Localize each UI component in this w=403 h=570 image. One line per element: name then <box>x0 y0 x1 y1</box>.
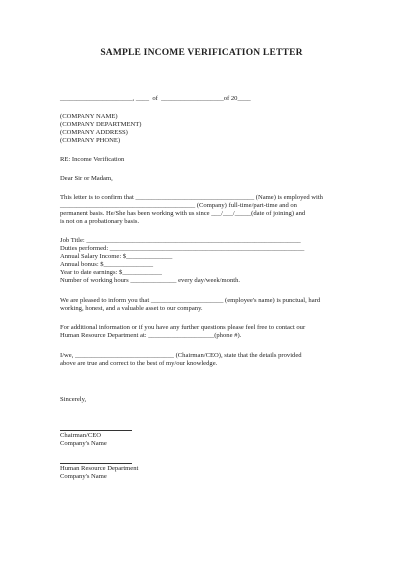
certify-line-1: I/we, ______________________________ (Chairman/CEO), state that the details provided <box>60 352 302 359</box>
job-title-line: Job Title: _________________________________________________________________ <box>60 237 301 244</box>
signature-rule-1 <box>60 430 132 431</box>
re-line: RE: Income Verification <box>60 156 125 163</box>
certify-line-2: above are true and correct to the best of my/our knowledge. <box>60 360 218 367</box>
confirm-line-2: _________________________________________ (Company) full-time/part-time and on <box>60 202 297 209</box>
company-name: (COMPANY NAME) <box>60 113 118 120</box>
bonus-line: Annual bonus: $_______________ <box>60 261 154 268</box>
salary-line: Annual Salary Income: $______________ <box>60 253 173 260</box>
confirm-line-1: This letter is to confirm that ____________________________________ (Name) is employed with <box>60 194 323 201</box>
duties-line: Duties performed: ___________________________________________________________ <box>60 245 305 252</box>
date-line: ______________________, ____ of ___________________of 20____ <box>60 95 251 102</box>
confirm-line-3: permanent basis. He/She has been working with us since ___/___/_____(date of joining) and <box>60 210 306 217</box>
signature-2-company: Company's Name <box>60 473 107 480</box>
info-line-1: For additional information or if you have any further questions please feel free to contact our <box>60 324 306 331</box>
company-phone: (COMPANY PHONE) <box>60 137 121 144</box>
letter-title: SAMPLE INCOME VERIFICATION LETTER <box>100 48 303 58</box>
signature-rule-2 <box>60 463 132 464</box>
signature-2-title: Human Resource Department <box>60 465 139 472</box>
signature-1-title: Chairman/CEO <box>60 432 102 439</box>
closing: Sincerely, <box>60 396 87 403</box>
info-line-2: Human Resource Department at: ____________________(phone #). <box>60 332 242 339</box>
ytd-earnings-line: Year to date earnings: $____________ <box>60 269 162 276</box>
working-hours-line: Number of working hours ______________ every day/week/month. <box>60 277 241 284</box>
company-department: (COMPANY DEPARTMENT) <box>60 121 142 128</box>
salutation: Dear Sir or Madam, <box>60 175 113 182</box>
pleased-line-2: working, honest, and a valuable asset to our company. <box>60 305 203 312</box>
confirm-line-4: is not on a probationary basis. <box>60 218 140 225</box>
signature-1-company: Company's Name <box>60 440 107 447</box>
company-address: (COMPANY ADDRESS) <box>60 129 128 136</box>
pleased-line-1: We are pleased to inform you that ______________________ (employee's name) is punctual, hard <box>60 297 321 304</box>
